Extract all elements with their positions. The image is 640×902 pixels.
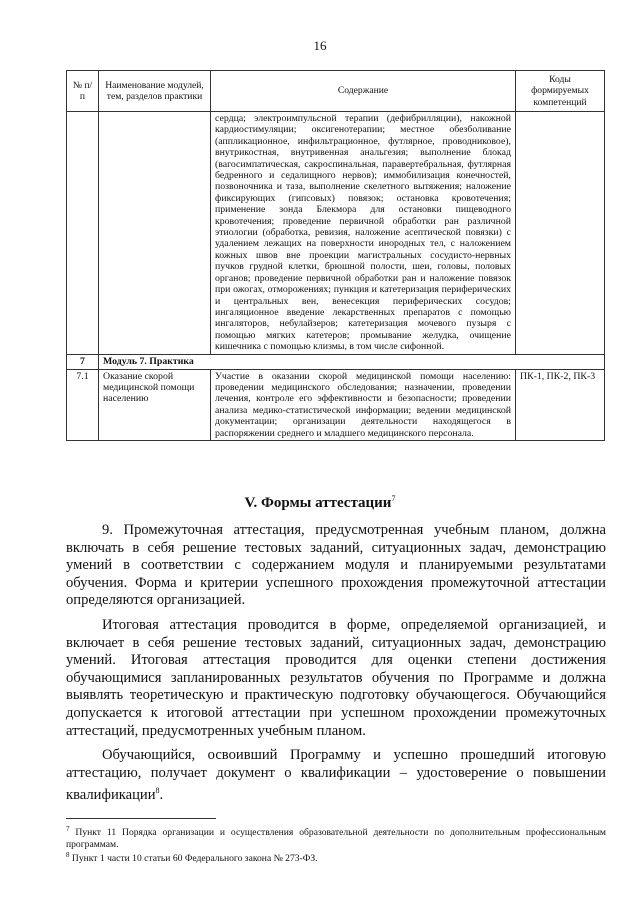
cell-empty [67,112,99,355]
footnote-text: Пункт 1 части 10 статьи 60 Федерального закона № 273-ФЗ. [71,853,318,865]
header-name: Наименование модулей, тем, разделов практики [99,71,211,112]
continuation-content: сердца; электроимпульсной терапии (дефибрилляции), накожной кардиостимуляции; оксигенотерапии; местное обезболивание (аппликационное, инфильтрационное, футлярное, проводниковое), внутрикостная, внутривенная анальгезия; выполнение блокад (вагосимпатическая, сакроспинальная, паравертебральная, футлярная бедренного и седалищного нервов); иммобилизация конечностей, позвоночника и таза, выполнение скелетного вытяжения; наложение фиксирующих (гипсовых) повязок; остановка кровотечения; применение зонда Блекмора для остановки пищеводного кровотечения; проведение первичной обработки ран различной этиологии (обработка, ревизия, наложение асептической повязки) с удалением лежащих на поверхности инородных тел, с наложением кожных швов вне проекции магистральных сосудисто-нервных пучков грудной клетки, брюшной полости, шеи, головы, половых органов; проведение первичной обработки ран и наложение повязок при ожогах, отморожениях; пункция и катетеризация периферических и центральных вен, венесекция периферических сосудов; ингаляционное введение лекарственных препаратов с помощью ингаляторов, небулайзеров; катетеризация мочевого пузыря с помощью мягких катетеров; промывание желудка, очищение кишечника с помощью клизмы, в том числе сифонной. [211,112,516,355]
header-content: Содержание [211,71,516,112]
footnotes [66,824,606,865]
page-number: 16 [313,38,327,53]
paragraph-text: Обучающийся, освоивший Программу и успешно прошедший итоговую аттестацию, получает документ о квалификации – удостоверение о повышении квалификации [66,747,606,804]
section-title-text: V. Формы аттестации [244,495,392,511]
footnote-text: Пункт 11 Порядка организации и осуществления образовательной деятельности по дополнительным профессиональным программам. [66,827,606,850]
footnote [66,850,606,865]
paragraph [66,747,606,805]
footnote-ref: 8 [155,786,160,796]
paragraph: 9. Промежуточная аттестация, предусмотренная учебным планом, должна включать в себя решение тестовых заданий, ситуационных задач, демонстрацию умений в соответствии с содержанием модуля и планируемыми результатами обучения. Форма и критерии успешного прохождения промежуточной аттестации определяются организацией. [66,522,606,609]
footnote-divider [66,818,216,819]
module-num: 7 [67,354,99,369]
row-num: 7.1 [67,369,99,440]
footnote-ref: 7 [391,494,396,503]
section-title [0,494,640,512]
cell-empty [99,112,211,355]
row-content: Участие в оказании скорой медицинской помощи населению: проведении медицинского обследования; назначении, проведении лечения, контроле его эффективности и безопасности; проведении анализа медико-статистической информации; ведении медицинской документации; организации деятельности находящегося в распоряжении среднего и младшего медицинского персонала. [211,369,516,440]
row-codes: ПК-1, ПК-2, ПК-3 [516,369,605,440]
paragraph-end: . [159,787,164,804]
paragraph: Итоговая аттестация проводится в форме, определяемой организацией, и включает в себя решение тестовых заданий, ситуационных задач, демонстрацию умений. Итоговая аттестация проводится для оценки степени достижения обучающимися запланированных результатов обучения по Программе и должна выявлять теоретическую и практическую подготовку обучающегося. Обучающийся допускается к итоговой аттестации при успешном прохождении промежуточных аттестаций, предусмотренных учебным планом. [66,616,606,739]
table-header-row [67,71,605,112]
footnote [66,824,606,850]
header-codes: Коды формируемых компетенций [516,71,605,112]
table-row [67,369,605,440]
module-row [67,354,605,369]
table-row [67,112,605,355]
footnote-mark: 8 [66,851,70,860]
row-name: Оказание скорой медицинской помощи населению [99,369,211,440]
curriculum-table [66,70,605,441]
body-text [66,522,606,812]
header-num: № п/п [67,71,99,112]
cell-empty [516,112,605,355]
footnote-mark: 7 [66,825,70,833]
module-title: Модуль 7. Практика [99,354,605,369]
